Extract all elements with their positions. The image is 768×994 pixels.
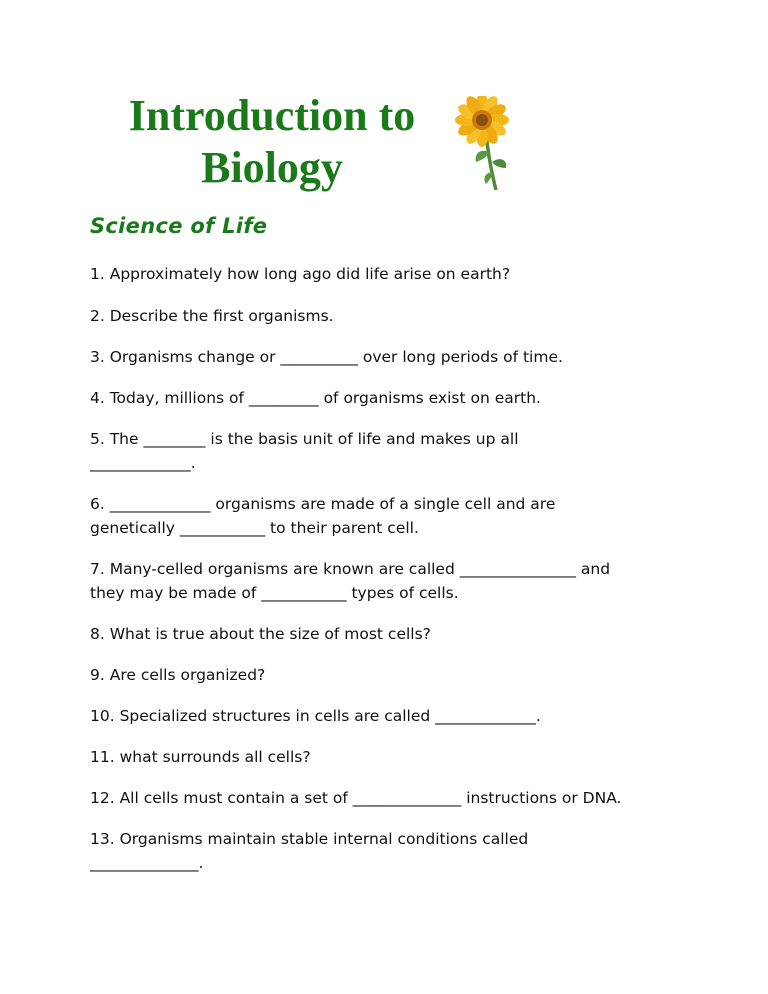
page-title <box>92 90 452 194</box>
question-2: 2. Describe the first organisms. <box>90 307 334 325</box>
question-8: 8. What is true about the size of most cells? <box>90 625 431 643</box>
question-10: 10. Specialized structures in cells are called _____________. <box>90 707 541 725</box>
question-4: 4. Today, millions of _________ of organisms exist on earth. <box>90 389 541 407</box>
title-line-2: Biology <box>201 143 343 192</box>
sunflower-icon <box>452 96 516 194</box>
question-13: 13. Organisms maintain stable internal conditions called ______________. <box>90 830 529 872</box>
question-5: 5. The ________ is the basis unit of life and makes up all _____________. <box>90 430 519 472</box>
question-6: 6. _____________ organisms are made of a single cell and are genetically ___________ to their parent cell. <box>90 495 556 537</box>
question-3: 3. Organisms change or __________ over long periods of time. <box>90 348 563 366</box>
question-11: 11. what surrounds all cells? <box>90 748 311 766</box>
question-1: 1. Approximately how long ago did life arise on earth? <box>90 265 511 283</box>
question-7: 7. Many-celled organisms are known are called _______________ and they may be made of ___________ types of cells. <box>90 560 611 602</box>
title-line-1: Introduction to <box>128 91 416 140</box>
question-9: 9. Are cells organized? <box>90 666 266 684</box>
question-12: 12. All cells must contain a set of ______________ instructions or DNA. <box>90 789 622 807</box>
section-subtitle: Science of Life <box>90 214 268 238</box>
